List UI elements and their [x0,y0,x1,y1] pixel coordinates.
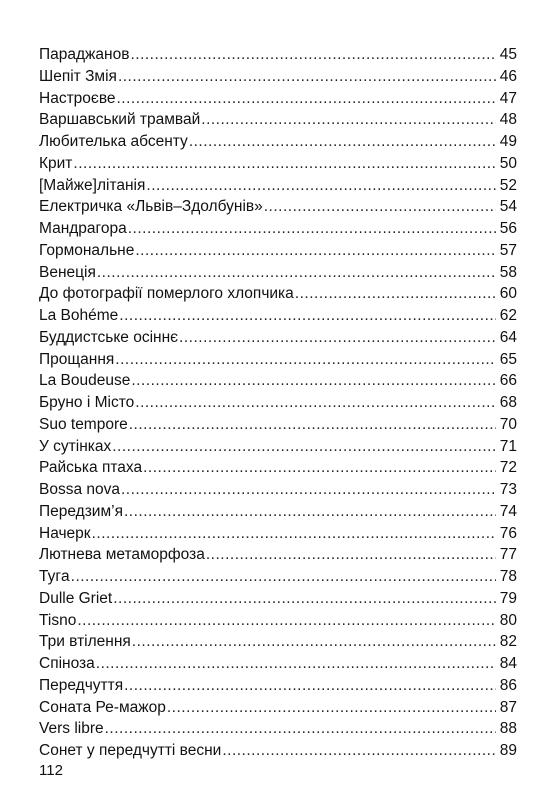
toc-entry [39,218,517,240]
toc-entry-title: Настроєве [39,89,116,107]
toc-entry [39,109,517,131]
toc-entry [39,305,517,327]
toc-entry-page-number: 48 [499,111,517,129]
toc-entry [39,653,517,675]
toc-entry-title: Венеція [39,263,96,281]
toc-entry [39,610,517,632]
toc-entry-title: Vers libre [39,720,104,738]
toc-entry-page-number: 47 [499,89,517,107]
toc-entry-page-number: 57 [499,241,517,259]
toc-entry [39,588,517,610]
toc-entry-title: [Майже]літанія [39,176,146,194]
dot-leader [128,218,496,240]
toc-entry [39,131,517,153]
toc-entry [39,457,517,479]
toc-entry-page-number: 82 [499,633,517,651]
toc-entry-page-number: 65 [499,350,517,368]
toc-entry-page-number: 70 [499,415,517,433]
dot-leader [124,675,496,697]
toc-entry-title: La Boudeuse [39,372,131,390]
toc-entry-page-number: 45 [499,46,517,63]
toc-entry [39,262,517,284]
toc-entry-title: Прощання [39,350,115,368]
toc-entry-page-number: 62 [499,307,517,324]
toc-entry-title: Dulle Griet [39,589,113,607]
dot-leader [77,610,496,632]
toc-entry [39,675,517,697]
dot-leader [132,631,496,653]
toc-entry-title: Начерк [39,524,91,542]
dot-leader [130,44,496,66]
toc-entry [39,718,517,740]
toc-entry-title: Мандрагора [39,220,127,237]
toc-entry-title: Bossa nova [39,481,120,498]
toc-entry-title: Варшавський трамвай [39,111,201,129]
toc-entry [39,349,517,371]
dot-leader [96,653,496,675]
toc-entry [39,436,517,458]
toc-entry-title: Suo tempore [39,415,128,433]
dot-leader [264,196,496,218]
dot-leader [146,175,496,197]
dot-leader [105,718,496,740]
dot-leader [71,566,496,588]
toc-entry [39,392,517,414]
dot-leader [118,66,496,88]
toc-entry-page-number: 84 [499,655,517,672]
toc-entry-title: Буддистське осіннє [39,328,179,346]
toc-entry-title: La Bohéme [39,307,119,324]
dot-leader [117,88,497,110]
toc-entry [39,66,517,88]
toc-entry-page-number: 54 [499,198,517,216]
toc-entry-title: Передчуття [39,676,124,694]
toc-entry [39,479,517,501]
toc-entry-title: Три втілення [39,633,131,651]
toc-entry [39,327,517,349]
toc-entry [39,283,517,305]
toc-entry-title: Електричка «Львів–Здолбунів» [39,198,263,216]
toc-entry [39,370,517,392]
toc-entry-title: Параджанов [39,46,130,63]
dot-leader [189,131,496,153]
toc-entry [39,697,517,719]
toc-entry-title: Райська птаха [39,459,143,477]
dot-leader [97,262,496,284]
toc-entry [39,196,517,218]
toc-entry [39,501,517,523]
toc-entry [39,240,517,262]
toc-entry-page-number: 49 [499,133,517,150]
toc-entry-page-number: 77 [499,546,517,564]
toc-entry [39,153,517,175]
page-number: 112 [39,762,63,779]
toc-entry-title: Любителька абсенту [39,133,188,150]
toc-entry [39,523,517,545]
toc-entry-page-number: 52 [499,176,517,194]
toc-entry [39,566,517,588]
dot-leader [295,283,496,305]
dot-leader [119,305,496,327]
dot-leader [143,457,496,479]
toc-entry-page-number: 64 [499,328,517,346]
table-of-contents [39,44,517,762]
toc-entry [39,414,517,436]
toc-entry-page-number: 79 [499,589,517,607]
dot-leader [135,392,496,414]
toc-entry [39,175,517,197]
toc-entry-page-number: 86 [499,676,517,694]
dot-leader [113,588,496,610]
toc-entry-title: Tyгa [39,568,70,585]
dot-leader [92,523,496,545]
dot-leader [73,153,496,175]
toc-entry [39,631,517,653]
toc-entry-page-number: 66 [499,372,517,390]
toc-entry-title: Крит [39,154,73,172]
toc-entry-title: Сонет у передчутті весни [39,742,222,759]
toc-entry-title: До фотографії померлого хлопчика [39,285,294,303]
toc-entry-page-number: 80 [499,611,517,629]
dot-leader [222,740,496,762]
dot-leader [129,414,496,436]
toc-entry-page-number: 88 [499,720,517,738]
toc-entry-page-number: 78 [499,568,517,585]
dot-leader [112,436,496,458]
toc-entry [39,88,517,110]
dot-leader [131,370,496,392]
toc-entry-title: Лютнева метаморфоза [39,546,205,564]
dot-leader [135,240,496,262]
toc-entry-title: Гормональне [39,241,135,259]
dot-leader [179,327,496,349]
toc-entry [39,740,517,762]
toc-entry [39,544,517,566]
toc-entry-page-number: 74 [499,502,517,520]
toc-entry-title: У сутінках [39,437,112,455]
toc-entry-page-number: 73 [499,481,517,498]
toc-entry-page-number: 58 [499,263,517,281]
dot-leader [206,544,496,566]
toc-entry-title: Tisno [39,611,77,629]
toc-entry-title: Спіноза [39,655,95,672]
toc-entry-page-number: 76 [499,524,517,542]
toc-entry-page-number: 56 [499,220,517,237]
toc-entry-page-number: 72 [499,459,517,477]
toc-entry [39,44,517,66]
dot-leader [201,109,496,131]
toc-entry-title: Шепіт Змія [39,67,117,85]
toc-entry-page-number: 68 [499,394,517,411]
dot-leader [121,479,496,501]
dot-leader [115,349,496,371]
toc-entry-page-number: 46 [499,67,517,85]
toc-entry-title: Соната Ре-мажор [39,698,166,716]
toc-entry-page-number: 71 [499,437,517,455]
toc-entry-page-number: 50 [499,154,517,172]
dot-leader [124,501,496,523]
toc-entry-page-number: 89 [499,742,517,759]
dot-leader [167,697,496,719]
toc-entry-title: Передзим’я [39,502,123,520]
toc-entry-title: Бруно і Місто [39,394,135,411]
toc-entry-page-number: 60 [499,285,517,303]
toc-entry-page-number: 87 [499,698,517,716]
